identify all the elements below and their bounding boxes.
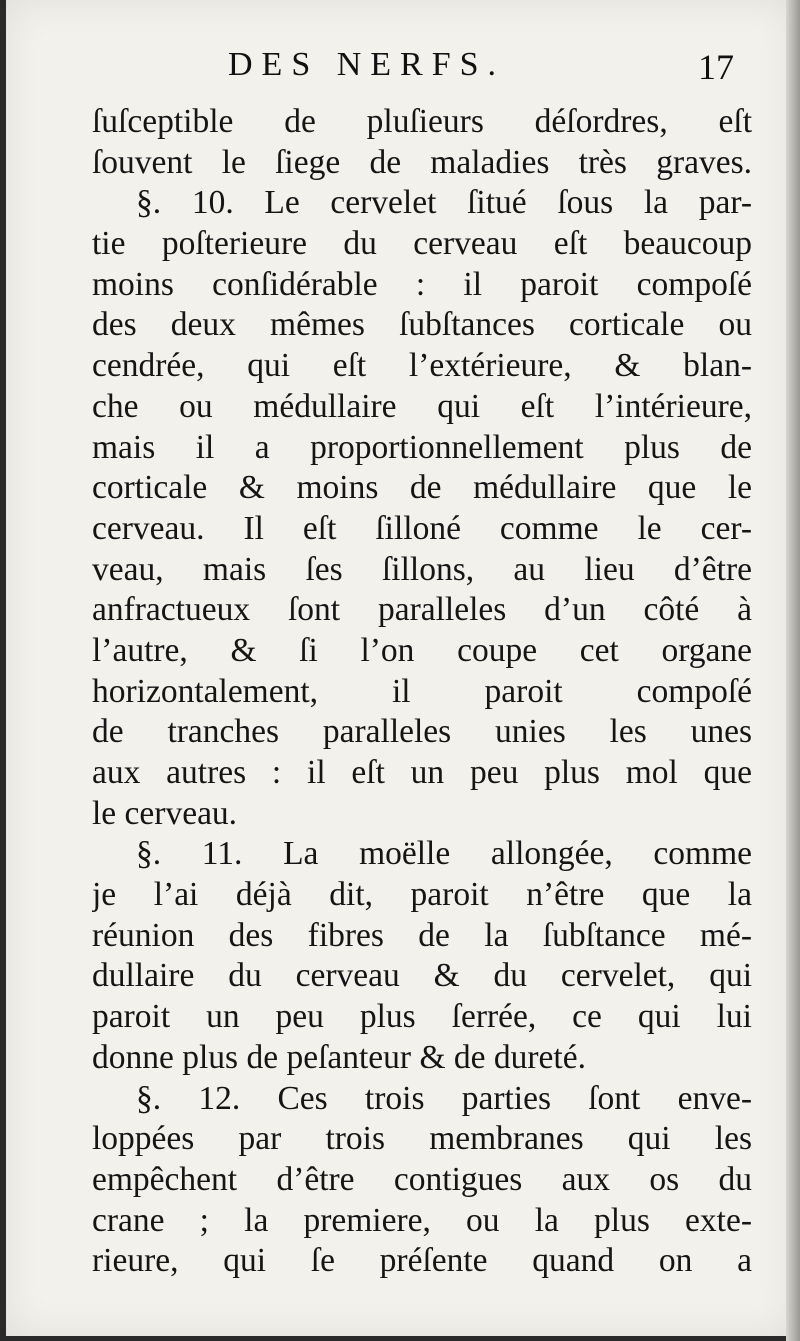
text-line: tie poſterieure du cerveau eſt beaucoup <box>92 225 752 263</box>
text-line: corticale & moins de médullaire que le <box>92 469 752 507</box>
text-line: de tranches paralleles unies les unes <box>92 713 752 751</box>
text-line: che ou médullaire qui eſt l’intérieure, <box>92 387 752 425</box>
text-line: aux autres : il eſt un peu plus mol que <box>92 754 752 791</box>
text-line: §. 11. La moëlle allongée, comme <box>136 835 752 873</box>
text-line: empêchent d’être contigues aux os du <box>92 1160 752 1198</box>
page-header <box>6 46 792 96</box>
text-line: mais il a proportionnellement plus de <box>92 428 752 466</box>
book-page <box>6 0 792 1336</box>
text-line: §. 12. Ces trois parties ſont enve- <box>136 1079 752 1117</box>
text-line: anfractueux ſont paralleles d’un côté à <box>92 591 752 629</box>
text-line: l’autre, & ſi l’on coupe cet organe <box>92 631 752 669</box>
running-head: DES NERFS. <box>228 46 506 83</box>
text-line: des deux mêmes ſubſtances corticale ou <box>92 306 752 344</box>
text-line: donne plus de peſanteur & de dureté. <box>92 1038 586 1076</box>
text-line: dullaire du cerveau & du cervelet, qui <box>92 957 752 995</box>
text-line: paroit un peu plus ſerrée, ce qui lui <box>92 998 752 1036</box>
text-line: ſouvent le ſiege de maladies très graves. <box>92 143 752 181</box>
text-line: réunion des fibres de la ſubſtance mé- <box>92 916 752 954</box>
text-line: moins conſidérable : il paroit compoſé <box>92 265 752 303</box>
text-line: je l’ai déjà dit, paroit n’être que la <box>92 876 752 914</box>
page-number: 17 <box>698 47 734 87</box>
text-line: rieure, qui ſe préſente quand on a <box>92 1242 752 1280</box>
text-line: ſuſceptible de pluſieurs déſordres, eſt <box>92 103 752 140</box>
text-line: veau, mais ſes ſillons, au lieu d’être <box>92 550 752 588</box>
text-line: loppées par trois membranes qui les <box>92 1120 752 1158</box>
text-line: cendrée, qui eſt l’extérieure, & blan- <box>92 347 752 385</box>
text-line: cerveau. Il eſt ſilloné comme le cer- <box>92 509 752 547</box>
text-line: §. 10. Le cervelet ſitué ſous la par- <box>136 184 752 222</box>
page-edge-shadow <box>786 0 800 1341</box>
body-text <box>92 102 752 1282</box>
text-line: horizontalement, il paroit compoſé <box>92 672 752 710</box>
text-line: le cerveau. <box>92 794 238 832</box>
text-line: crane ; la premiere, ou la plus exte- <box>92 1201 752 1239</box>
